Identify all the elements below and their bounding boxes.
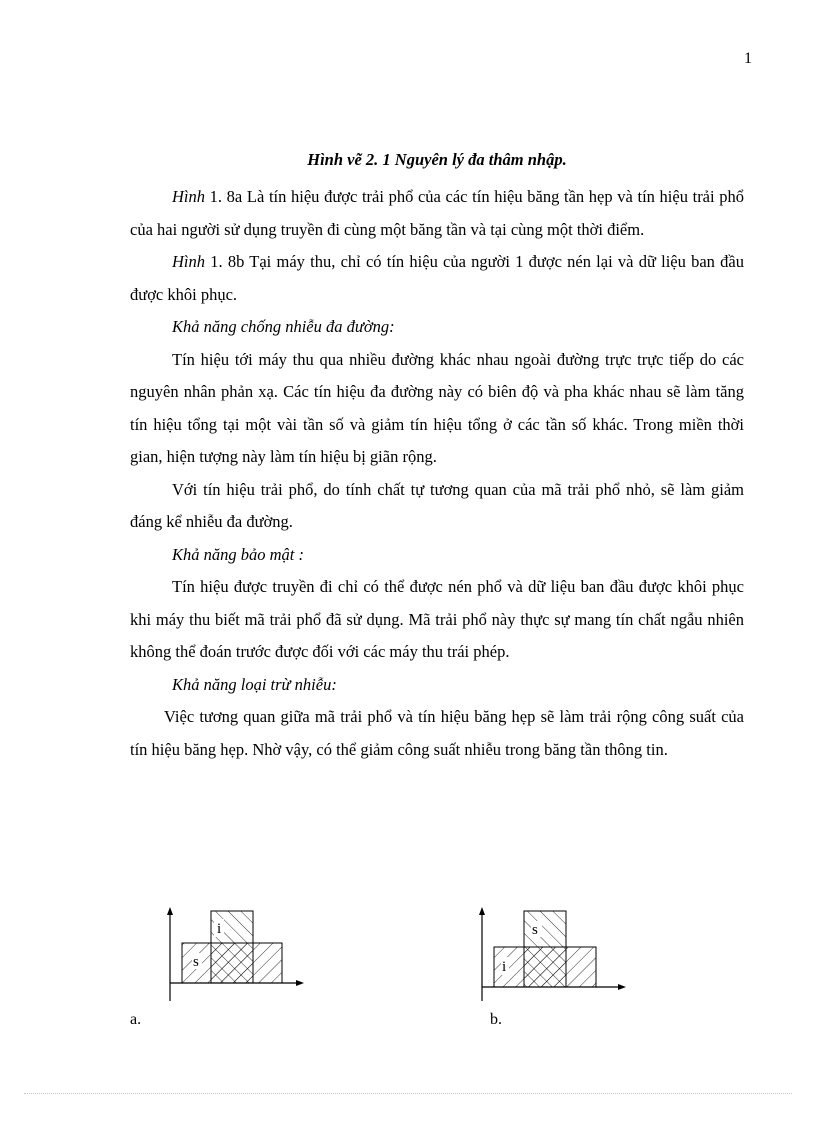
page-bottom-divider bbox=[24, 1093, 792, 1094]
paragraph-2-text: 1. 8b Tại máy thu, chỉ có tín hiệu của người 1 được nén lại và dữ liệu ban đầu được khôi phục. bbox=[130, 252, 744, 304]
paragraph-1-lead: Hình bbox=[172, 187, 205, 206]
figure-a-diagram bbox=[158, 905, 308, 1005]
figure-a-top-label: i bbox=[217, 921, 222, 937]
paragraph-1-text: 1. 8a Là tín hiệu được trải phổ của các tín hiệu băng tần hẹp và tín hiệu trải phổ của hai người sử dụng truyền đi cùng một băng tần và tại cùng một thời điểm. bbox=[130, 187, 744, 239]
section-heading-security: Khả năng bảo mật : bbox=[172, 544, 304, 564]
paragraph-multipath-1: Tín hiệu tới máy thu qua nhiều đường khác nhau ngoài đường trực trực tiếp do các nguyên nhân phản xạ. Các tín hiệu đa đường này có biên độ và pha khác nhau sẽ làm tăng tín hiệu tổng tại một vài tần số và giảm tín hiệu tổng ở các tần số khác. Trong miền thời gian, hiện tượng này làm tín hiệu bị giãn rộng. bbox=[130, 349, 744, 466]
section-heading-interference: Khả năng loại trừ nhiễu: bbox=[172, 674, 337, 694]
figure-a-bottom-label: s bbox=[193, 954, 199, 970]
section-heading-multipath: Khả năng chống nhiễu đa đường: bbox=[172, 317, 395, 336]
figure-b-top-label: s bbox=[532, 922, 538, 938]
figure-b-caption: b. bbox=[490, 1011, 502, 1028]
figure-b-diagram bbox=[470, 905, 630, 1005]
paragraph-1 bbox=[130, 181, 744, 246]
figure-title: Hình vẽ 2. 1 Nguyên lý đa thâm nhập. bbox=[307, 150, 567, 169]
paragraph-2 bbox=[130, 246, 744, 311]
paragraph-multipath-2: Với tín hiệu trải phổ, do tính chất tự tương quan của mã trải phổ nhỏ, sẽ làm giảm đáng kể nhiễu đa đường. bbox=[130, 479, 744, 531]
body-text bbox=[130, 181, 744, 766]
figure-a-caption: a. bbox=[130, 1011, 142, 1028]
paragraph-2-lead: Hình bbox=[172, 252, 205, 271]
figure-b-bottom-label: i bbox=[502, 959, 507, 975]
paragraph-interference-1: Việc tương quan giữa mã trải phổ và tín hiệu băng hẹp sẽ làm trải rộng công suất của tín hiệu băng hẹp. Nhờ vậy, có thể giảm công suất nhiễu trong băng tần thông tin. bbox=[130, 707, 744, 759]
page-number: 1 bbox=[744, 50, 752, 67]
paragraph-security-1: Tín hiệu được truyền đi chỉ có thể được nén phổ và dữ liệu ban đầu được khôi phục khi máy thu biết mã trải phổ đã sử dụng. Mã trải phổ này thực sự mang tín chất ngẫu nhiên không thể đoán trước được đối với các máy thu trái phép. bbox=[130, 577, 744, 661]
